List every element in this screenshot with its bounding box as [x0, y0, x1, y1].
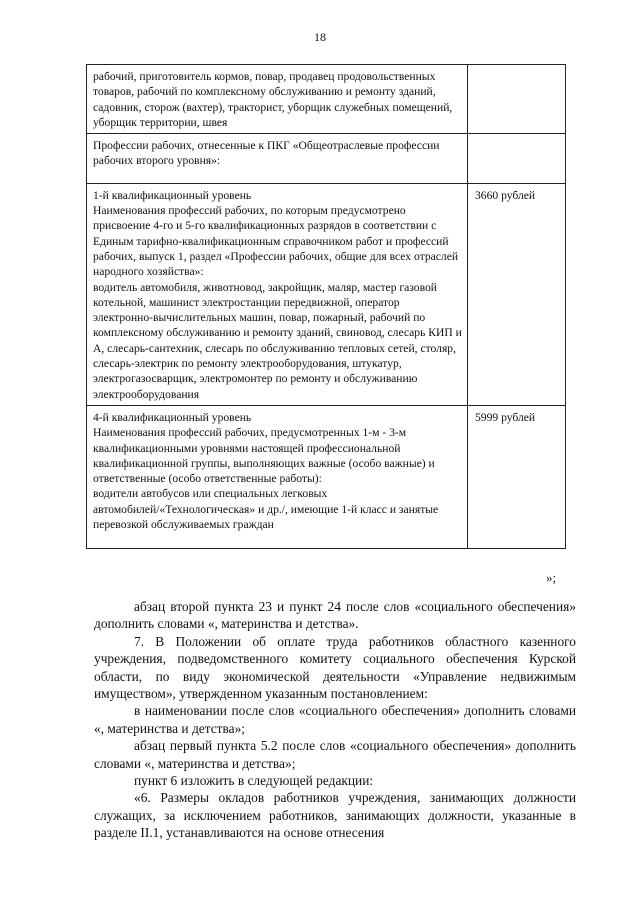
closing-quote-mark: »; [546, 570, 557, 585]
paragraph: абзац второй пункта 23 и пункт 24 после слов «социального обеспечения» дополнить словами «, материнства и детства». [94, 599, 576, 632]
cell-text: Наименования профессий рабочих, по которым предусмотрено присвоение 4-го и 5-го квалификационных разрядов в соответствии с Единым тарифно-квалификационным справочником работ и профессий рабочих, выпуск 1, раздел «Профессии рабочих, общие для всех отраслей народного хозяйства»: [93, 204, 459, 279]
cell-text: водители автобусов или специальных легковых автомобилей/«Технологическая» и др./, имеющие 1-й класс и занятые перевозкой обслуживаемых граждан [93, 487, 439, 532]
salary-cell: 5999 рублей [468, 405, 566, 548]
profession-cell [87, 65, 468, 134]
qualification-level-heading: 1-й квалификационный уровень [93, 188, 252, 202]
cell-text: рабочий, приготовитель кормов, повар, продавец продовольственных товаров, рабочий по комплексному обслуживанию и ремонту зданий, садовник, сторож (вахтер), тракторист, уборщик служебных помещений, уборщик территории, швея [93, 70, 453, 129]
paragraph: 7. В Положении об оплате труда работников областного казенного учреждения, подведомственного комитету социального обеспечения Курской области, по виду экономической деятельности «Управление недвижимым имуществом», утвержденном указанным постановлением: [94, 633, 576, 702]
paragraph: в наименовании после слов «социального обеспечения» дополнить словами «, материнства и детства»; [94, 703, 576, 736]
salary-cell: 3660 рублей [468, 183, 566, 405]
cell-text: Наименования профессий рабочих, предусмотренных 1-м - 3-м квалификационными уровнями настоящей профессиональной квалификационной группы, выполняющих важные (особо важные) и ответственные (особо ответственные работы): [93, 426, 435, 486]
page-number: 18 [314, 30, 326, 44]
cell-text: Профессии рабочих, отнесенные к ПКГ «Общеотраслевые профессии рабочих второго уровня»: [93, 139, 440, 168]
salary-cell [468, 65, 566, 134]
paragraph: пункт 6 изложить в следующей редакции: [134, 773, 374, 789]
body-text [94, 598, 576, 842]
paragraph: абзац первый пункта 5.2 после слов «социального обеспечения» дополнить словами «, материнства и детства»; [94, 738, 576, 771]
table-row [87, 65, 566, 134]
cell-text: водитель автомобиля, животновод, закройщик, маляр, мастер газовой котельной, машинист электростанции передвижной, оператор электронно-вычислительных машин, повар, пожарный, рабочий по комплексному обслуживанию и ремонту зданий, свиновод, слесарь КИП и А, слесарь-сантехник, слесарь по обслуживанию тепловых сетей, столяр, слесарь-электрик по ремонту электрооборудования, штукатур, электрогазосварщик, электромонтер по ремонту и обслуживанию электрооборудования [93, 280, 462, 401]
profession-cell [87, 183, 468, 405]
table-row [87, 405, 566, 548]
qualification-level-heading: 4-й квалификационный уровень [93, 410, 252, 424]
paragraph: «6. Размеры окладов работников учреждения, занимающих должности служащих, за исключением работников, занимающих должности, указанные в разделе II.1, устанавливаются на основе отнесения [94, 790, 576, 841]
table-row [87, 183, 566, 405]
salary-table [86, 64, 566, 549]
profession-cell [87, 405, 468, 548]
profession-cell [87, 134, 468, 184]
salary-cell [468, 134, 566, 184]
table-row [87, 134, 566, 184]
